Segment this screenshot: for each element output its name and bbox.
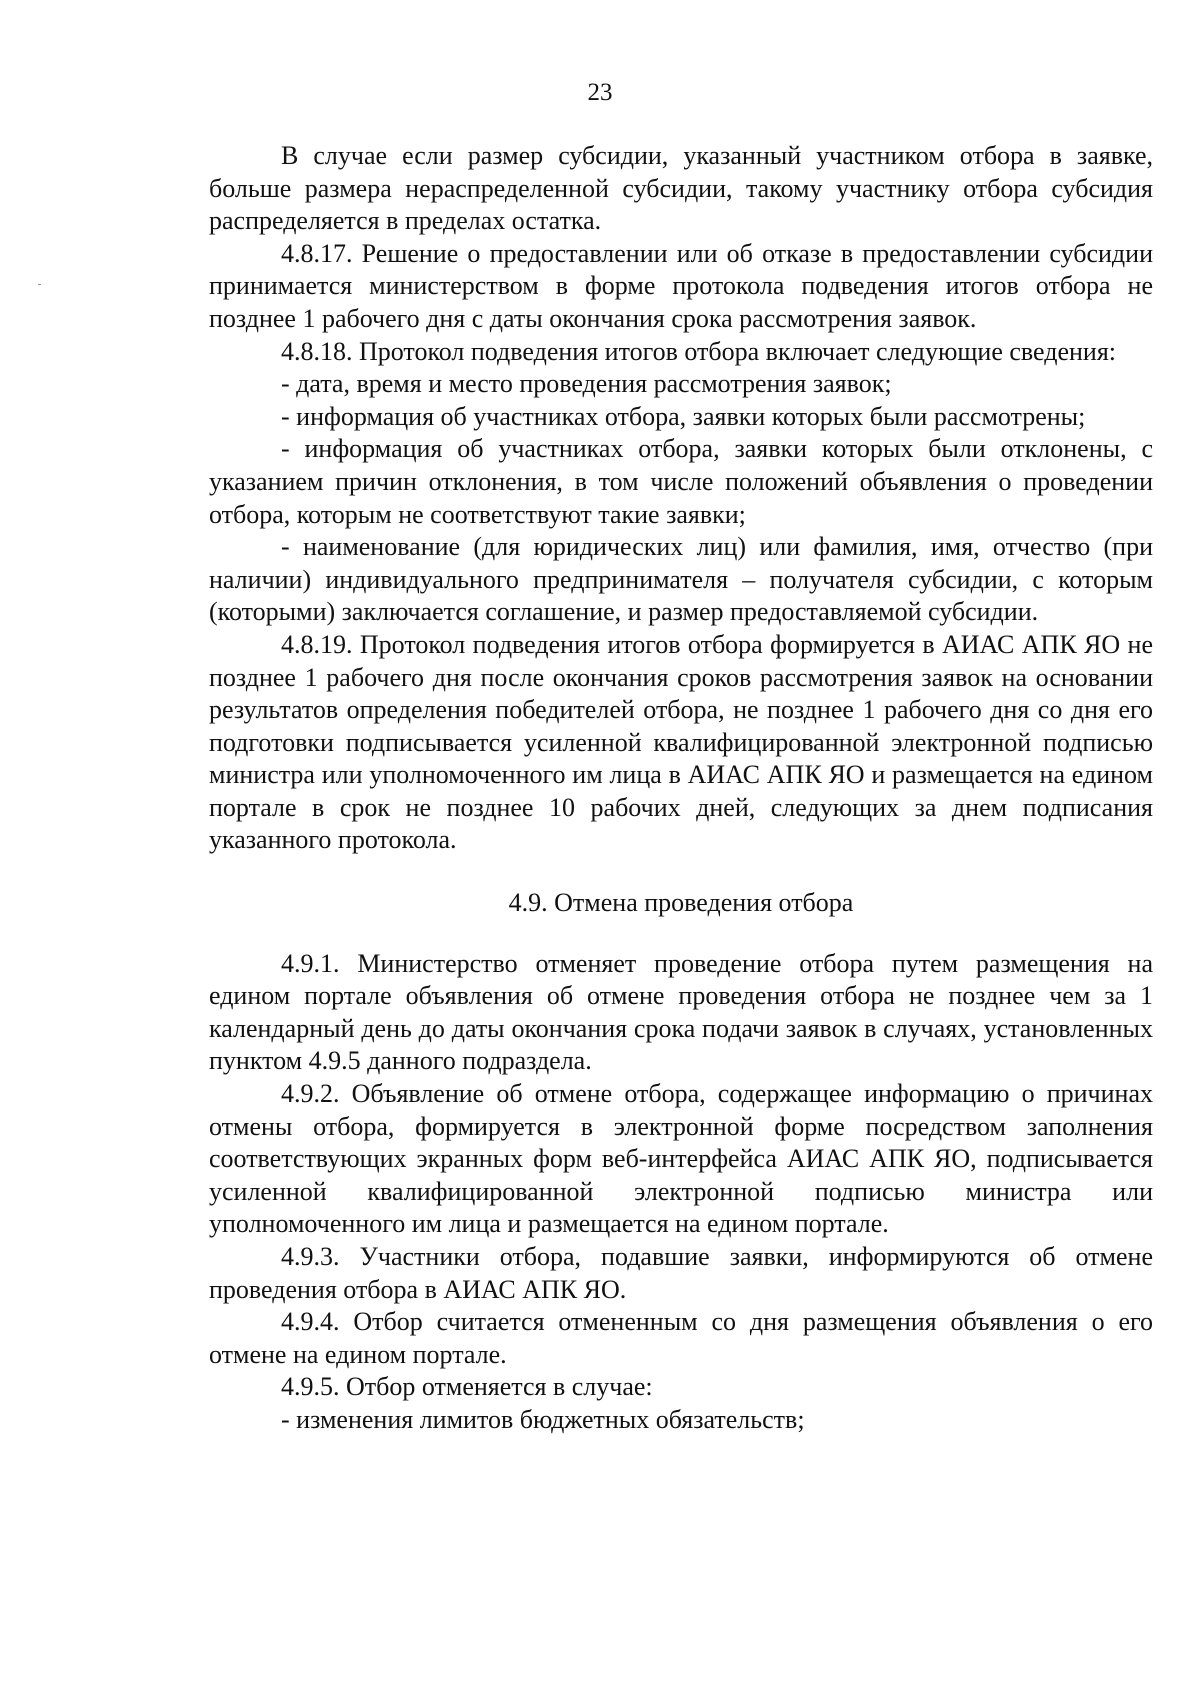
list-item: - дата, время и место проведения рассмотрения заявок;: [281, 369, 892, 399]
document-body: [209, 140, 1153, 1437]
list-item: - информация об участниках отбора, заявки которых были рассмотрены;: [281, 401, 1086, 431]
paragraph-4-9-4: 4.9.4. Отбор считается отмененным со дня размещения объявления о его отмене на едином портале.: [209, 1307, 1153, 1369]
paragraph-4-9-3: 4.9.3. Участники отбора, подавшие заявки, информируются об отмене проведения отбора в АИАС АПК ЯО.: [209, 1242, 1153, 1304]
paragraph-4-8-18: 4.8.18. Протокол подведения итогов отбора включает следующие сведения:: [281, 336, 1116, 366]
paragraph-4-8-19: 4.8.19. Протокол подведения итогов отбора формируется в АИАС АПК ЯО не позднее 1 рабочего дня после окончания сроков рассмотрения заявок на основании результатов определения победителей отбора, не позднее 1 рабочего дня со дня его подготовки подписывается усиленной квалифицированной электронной подписью министра или уполномоченного им лица в АИАС АПК ЯО и размещается на едином портале в срок не позднее 10 рабочих дней, следующих за днем подписания указанного протокола.: [209, 629, 1153, 855]
section-heading: 4.9. Отмена проведения отбора: [508, 888, 854, 918]
list-item: - изменения лимитов бюджетных обязательств;: [281, 1404, 805, 1434]
paragraph-4-9-1: 4.9.1. Министерство отменяет проведение отбора путем размещения на едином портале объявления об отмене проведения отбора не позднее чем за 1 календарный день до даты окончания срока подачи заявок в случаях, установленных пунктом 4.9.5 данного подраздела.: [209, 948, 1153, 1076]
page-number: 23: [587, 79, 613, 106]
list-item: - информация об участниках отбора, заявки которых были отклонены, с указанием причин отклонения, в том числе положений объявления о проведении отбора, которым не соответствуют такие заявки;: [209, 434, 1153, 529]
scan-speck: [38, 284, 41, 285]
paragraph: В случае если размер субсидии, указанный участником отбора в заявке, больше размера нераспределенной субсидии, такому участнику отбора субсидия распределяется в пределах остатка.: [209, 141, 1153, 236]
paragraph-4-8-17: 4.8.17. Решение о предоставлении или об отказе в предоставлении субсидии принимается министерством в форме протокола подведения итогов отбора не позднее 1 рабочего дня с даты окончания срока рассмотрения заявок.: [209, 238, 1153, 333]
list-item: - наименование (для юридических лиц) или фамилия, имя, отчество (при наличии) индивидуального предпринимателя – получателя субсидии, с которым (которыми) заключается соглашение, и размер предоставляемой субсидии.: [209, 532, 1153, 627]
paragraph-4-9-5: 4.9.5. Отбор отменяется в случае:: [281, 1372, 653, 1402]
paragraph-4-9-2: 4.9.2. Объявление об отмене отбора, содержащее информацию о причинах отмены отбора, формируется в электронной форме посредством заполнения соответствующих экранных форм веб-интерфейса АИАС АПК ЯО, подписывается усиленной квалифицированной электронной подписью министра или уполномоченного им лица и размещается на едином портале.: [209, 1079, 1153, 1239]
